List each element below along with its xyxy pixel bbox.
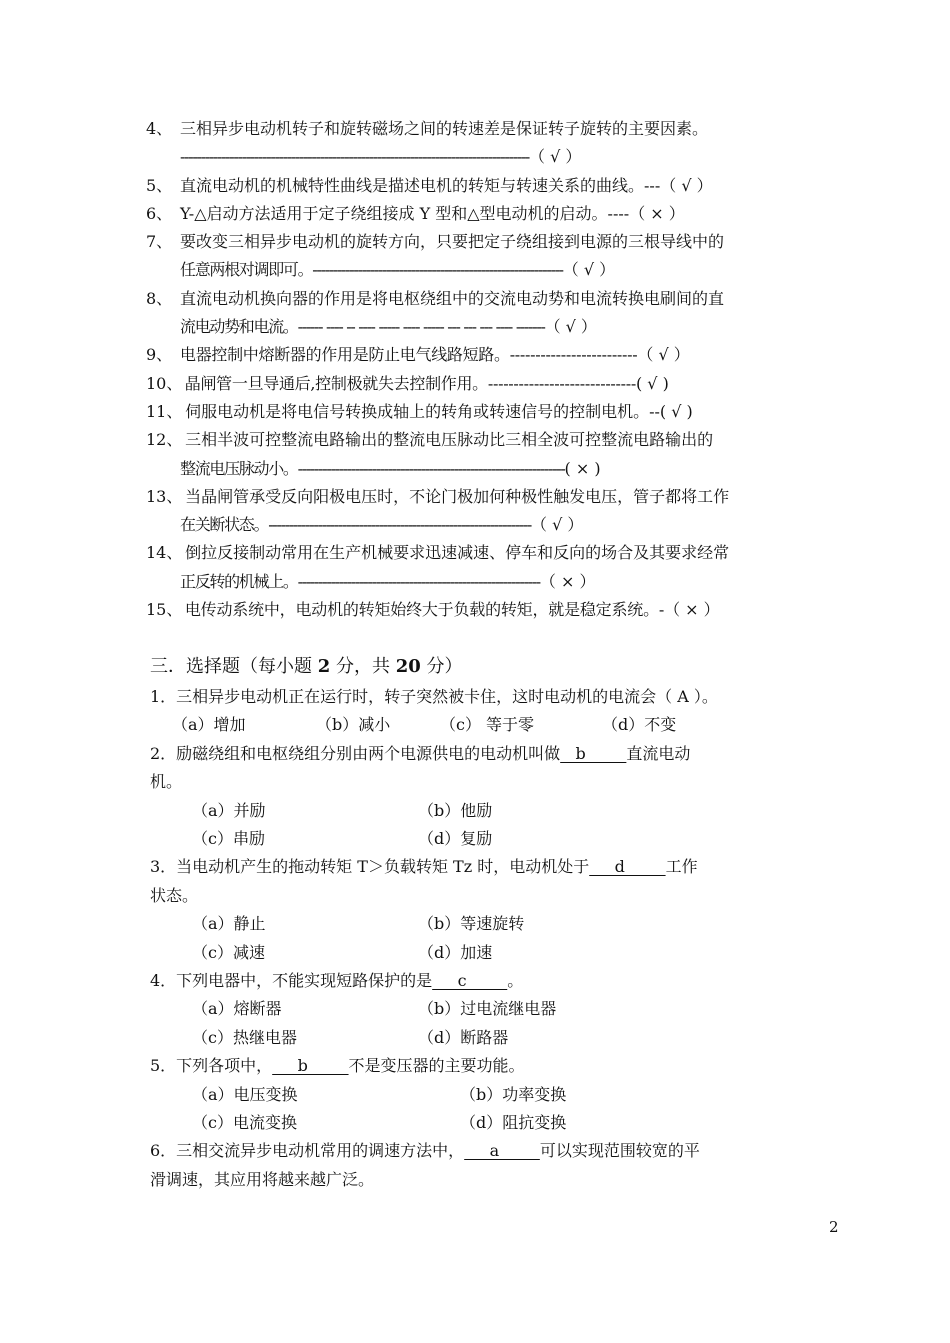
multiple-choice-list xyxy=(150,683,840,1194)
tf-item: 15、 电传动系统中，电动机的转矩始终大于负载的转矩，就是稳定系统。-（ × ） xyxy=(146,600,720,620)
tf-item: 10、 晶闸管一旦导通后,控制极就失去控制作用。-----------------------------( √ ) xyxy=(146,373,669,393)
option: （d）复励 xyxy=(418,829,493,848)
true-false-list xyxy=(146,115,842,624)
option: （d）阻抗变换 xyxy=(460,1112,567,1132)
mc-question: 2．励磁绕组和电枢绕组分别由两个电源供电的电动机叫做 b 直流电动 xyxy=(150,743,691,763)
mc-options xyxy=(150,1109,840,1137)
option: （c）电流变换 xyxy=(192,1112,297,1132)
answer-blank: a xyxy=(464,1141,540,1161)
mc-question: 4．下列电器中，不能实现短路保护的是 c 。 xyxy=(150,970,524,990)
mc-question: 3．当电动机产生的拖动转矩 T＞负载转矩 Tz 时，电动机处于 d 工作 xyxy=(150,857,698,877)
option: （d）加速 xyxy=(418,942,493,962)
tf-item: 4、 三相异步电动机转子和旋转磁场之间的转速差是保证转子旋转的主要因素。 xyxy=(146,119,709,138)
option: （a）电压变换 xyxy=(192,1084,298,1104)
mc-options xyxy=(150,995,840,1023)
mc-question-cont: 状态。 xyxy=(150,885,199,905)
mc-options xyxy=(150,1081,840,1109)
tf-item: 7、 要改变三相异步电动机的旋转方向，只要把定子绕组接到电源的三根导线中的 xyxy=(146,232,725,252)
option: （a）并励 xyxy=(192,800,266,820)
tf-item-cont: 整流电压脉动小。-----------------------------------------------------------------( × ) xyxy=(180,458,601,478)
option: （b）功率变换 xyxy=(460,1084,567,1104)
mc-question-cont: 滑调速，其应用将越来越广泛。 xyxy=(150,1169,375,1189)
tf-item: 6、 Y-△启动方法适用于定子绕组接成 Y 型和△型电动机的启动。----（ × ） xyxy=(146,203,685,223)
option: （b）过电流继电器 xyxy=(418,999,557,1019)
tf-item: 12、 三相半波可控整流电路输出的整流电压脉动比三相全波可控整流电路输出的 xyxy=(146,430,714,450)
option: （a）增加 xyxy=(172,715,246,735)
option: （c）串励 xyxy=(192,829,265,848)
tf-item-cont: 任意两根对调即可。-------------------------------------------------------------（ √ ） xyxy=(180,260,616,280)
tf-item: 5、 直流电动机的机械特性曲线是描述电机的转矩与转速关系的曲线。---（ √ ） xyxy=(146,175,713,195)
answer-blank: c xyxy=(432,970,508,990)
option: （b）减小 xyxy=(316,715,391,735)
answer-blank: b xyxy=(560,743,627,763)
mc-question: 5．下列各项中， b 不是变压器的主要功能。 xyxy=(150,1056,525,1076)
option: （d）不变 xyxy=(602,715,677,735)
tf-item-cont: 在关断状态。----------------------------------------------------------------（ √ ） xyxy=(180,515,584,535)
option: （b）他励 xyxy=(418,800,493,820)
option: （c）热继电器 xyxy=(192,1027,297,1047)
tf-item: 11、 伺服电动机是将电信号转换成轴上的转角或转速信号的控制电机。--( √ ) xyxy=(146,401,693,421)
page-number: 2 xyxy=(829,1218,839,1236)
tf-item: 14、 倒拉反接制动常用在生产机械要求迅速减速、停车和反向的场合及其要求经常 xyxy=(146,543,730,563)
tf-item-cont: 正反转的机械上。-----------------------------------------------------------（ × ） xyxy=(180,571,596,591)
tf-item-cont: -------------------------------------------------------------------------------------（ √ ） xyxy=(180,147,582,167)
mc-options xyxy=(150,910,840,938)
mc-options xyxy=(150,797,840,825)
tf-item: 8、 直流电动机换向器的作用是将电枢绕组中的交流电动势和电流转换电刷间的直 xyxy=(146,288,725,308)
option: （c） 等于零 xyxy=(440,715,535,735)
answer-blank: d xyxy=(589,857,666,877)
tf-item-cont: 流电动势和电流。------ ---- -- ---- ----- ---- ----- --- --- --- ---- -------（ √ ） xyxy=(180,317,597,337)
tf-item: 9、 电器控制中熔断器的作用是防止电气线路短路。-------------------------（ √ ） xyxy=(146,345,690,365)
mc-question-cont: 机。 xyxy=(150,772,183,792)
mc-options xyxy=(150,711,840,739)
mc-options xyxy=(150,939,840,967)
section-title: 三．选择题（每小题 2 分，共 20 分） xyxy=(150,656,463,677)
mc-options xyxy=(150,825,840,853)
tf-item: 13、 当晶闸管承受反向阳极电压时，不论门极加何种极性触发电压，管子都将工作 xyxy=(146,486,730,506)
mc-question: 6．三相交流异步电动机常用的调速方法中， a 可以实现范围较宽的平 xyxy=(150,1141,700,1161)
mc-options xyxy=(150,1024,840,1052)
option: （d）断路器 xyxy=(418,1027,509,1047)
answer-blank: b xyxy=(272,1056,349,1076)
mc-question: 1．三相异步电动机正在运行时，转子突然被卡住，这时电动机的电流会（ A ）。 xyxy=(150,687,718,706)
option: （c）减速 xyxy=(192,942,265,962)
option: （a）熔断器 xyxy=(192,999,282,1019)
option: （b）等速旋转 xyxy=(418,914,525,934)
option: （a）静止 xyxy=(192,914,266,934)
